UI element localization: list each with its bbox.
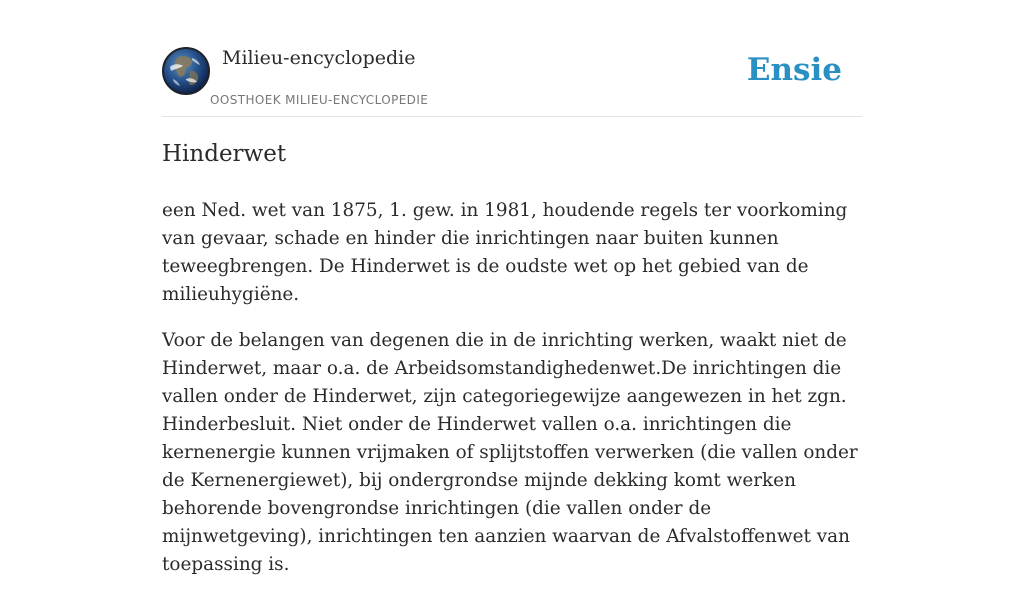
site-title[interactable]: Milieu-encyclopedie (222, 47, 416, 69)
earth-globe-icon[interactable] (162, 47, 210, 95)
article-title: Hinderwet (162, 141, 287, 167)
site-subtitle[interactable]: OOSTHOEK MILIEU-ENCYCLOPEDIE (210, 93, 429, 107)
article (162, 138, 862, 597)
site-header (162, 46, 862, 117)
article-paragraph-1: een Ned. wet van 1875, 1. gew. in 1981, houdende regels ter voorkoming van gevaar, schade en hinder die inrichtingen naar buiten kunnen teweegbrengen. De Hinderwet is de oudste wet op het gebied van de milieuhygiëne. (162, 200, 848, 305)
brand-logo[interactable]: Ensie (746, 52, 842, 88)
article-paragraph-2: Voor de belangen van degenen die in de inrichting werken, waakt niet de Hinderwet, maar o.a. de Arbeidsomstandighedenwet.De inrichtingen die vallen onder de Hinderwet, zijn categoriegewijze aangewezen in het zgn. Hinderbesluit. Niet onder de Hinderwet vallen o.a. inrichtingen die kernenergie kunnen vrijmaken of splijtstoffen verwerken (die vallen onder de Kernenergiewet), bij ondergrondse mijnde dekking komt werken behorende bovengrondse inrichtingen (die vallen onder de mijnwetgeving), inrichtingen ten aanzien waarvan de Afvalstoffenwet van toepassing is. (162, 330, 858, 575)
